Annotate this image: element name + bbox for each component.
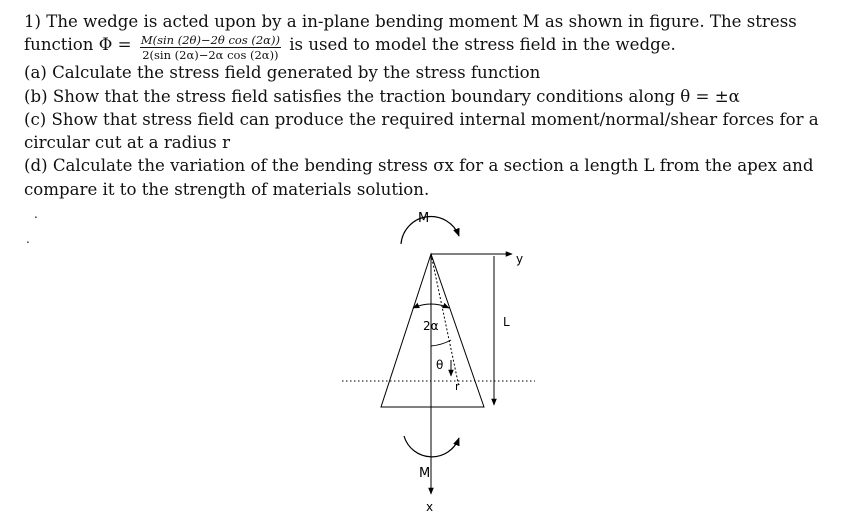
label-M-bottom: M [419, 466, 431, 481]
angle-theta-arc [431, 340, 451, 346]
part-c-line-1: (c) Show that stress field can produce the required internal moment/normal/shear forces for a [24, 109, 819, 129]
label-2alpha: 2α [423, 319, 439, 333]
stress-function-description: is used to model the stress field in the wedge. [289, 35, 676, 55]
bullet-dot-1: . [34, 207, 38, 221]
problem-line-1: 1) The wedge is acted upon by a in-plane bending moment M as shown in figure. The stress [24, 12, 797, 31]
stress-function-label: function Φ = [24, 35, 132, 55]
part-a: (a) Calculate the stress field generated by the stress function [24, 63, 541, 83]
top-moment-arrow [401, 216, 459, 244]
fraction-numerator: M(sin (2θ)−2θ cos (2α)) [140, 33, 280, 48]
fraction-denominator: 2(sin (2α)−2α cos (2α)) [142, 48, 279, 63]
part-b: (b) Show that the stress field satisfies the traction boundary conditions along θ = ±α [24, 86, 740, 106]
label-L: L [503, 315, 510, 329]
label-M-top: M [418, 211, 430, 226]
label-r: r [455, 380, 460, 393]
label-x: x [426, 500, 434, 514]
part-d-line-1: (d) Calculate the variation of the bending stress σx for a section a length L from the apex and [24, 156, 814, 176]
bullet-dot-2: . [26, 232, 30, 246]
label-y: y [516, 252, 524, 266]
label-theta: θ [436, 358, 444, 372]
part-c-line-2: circular cut at a radius r [24, 133, 231, 153]
part-d-line-2: compare it to the strength of materials solution. [24, 179, 430, 199]
